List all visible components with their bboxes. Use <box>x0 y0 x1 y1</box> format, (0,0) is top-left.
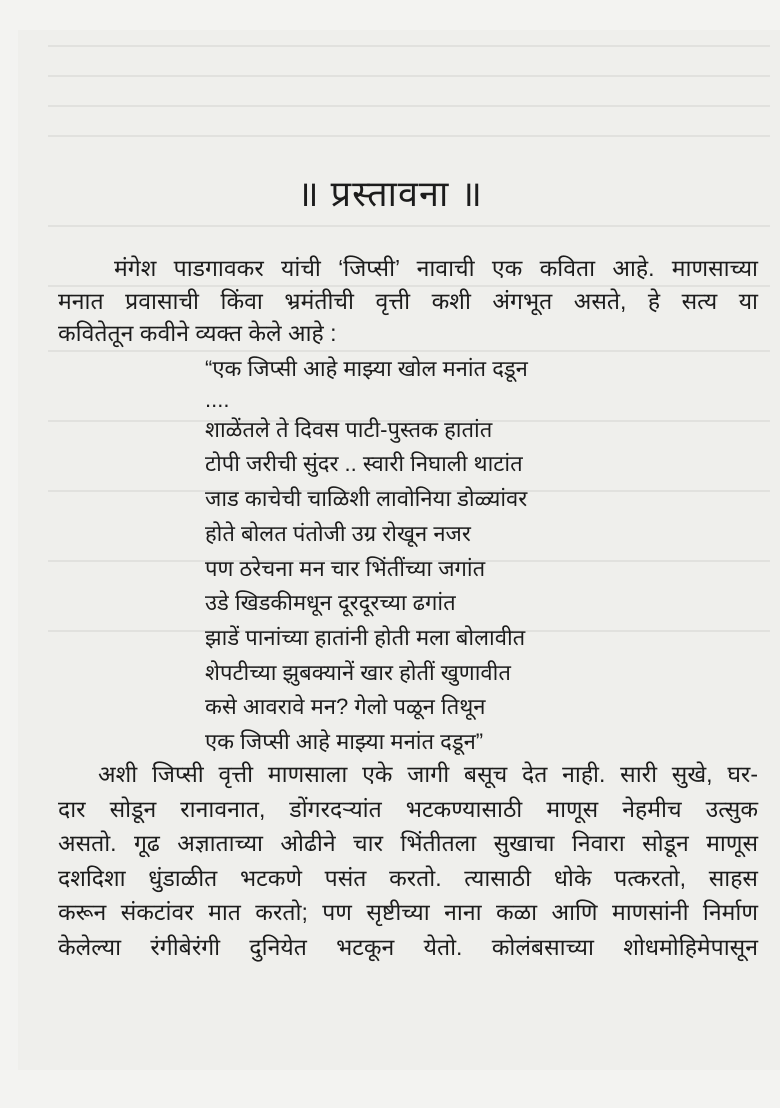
text-line: असतो. गूढ अज्ञाताच्या ओढीने चार भिंतीतला सुखाचा निवारा सोडून माणूस <box>58 830 758 856</box>
bleed-through <box>48 225 770 227</box>
poem-quote <box>205 352 528 760</box>
text-line: दार सोडून रानावनात, डोंगरदऱ्यांत भटकण्यासाठी माणूस नेहमीच उत्सुक <box>58 795 758 822</box>
text-line: कवितेतून कवीने व्यक्त केले आहे : <box>58 320 337 346</box>
poem-line: एक जिप्सी आहे माझ्या मनांत दडून” <box>205 729 484 755</box>
text-line: केलेल्या रंगीबेरंगी दुनियेत भटकून येतो. कोलंबसाच्या शोधमोहिमेपासून <box>58 933 758 960</box>
poem-line: शाळेंतले ते दिवस पाटी-पुस्तक हातांत <box>205 416 493 442</box>
text-line: मनात प्रवासाची किंवा भ्रमंतीची वृत्ती कशी अंगभूत असते, हे सत्य या <box>58 287 758 314</box>
poem-line: “एक जिप्सी आहे माझ्या खोल मनांत दडून <box>205 356 528 381</box>
text-line: मंगेश पाडगावकर यांची ‘जिप्सी’ नावाची एक कविता आहे. माणसाच्या <box>114 255 758 281</box>
intro-paragraph <box>58 252 758 350</box>
body-paragraph <box>58 757 758 964</box>
bleed-through <box>48 135 770 137</box>
poem-line: .... <box>205 386 230 412</box>
bleed-through <box>48 105 770 107</box>
text-line: अशी जिप्सी वृत्ती माणसाला एके जागी बसूच देत नाही. सारी सुखे, घर- <box>98 761 758 787</box>
poem-line: झाडें पानांच्या हातांनी होती मला बोलावीत <box>205 624 526 650</box>
page-title: ॥ प्रस्तावना ॥ <box>297 173 483 214</box>
text-line: दशदिशा धुंडाळीत भटकणे पसंत करतो. त्यासाठी धोके पत्करतो, साहस <box>58 864 758 891</box>
bleed-through <box>48 75 770 77</box>
bleed-through <box>48 45 770 47</box>
poem-line: होते बोलत पंतोजी उग्र रोखून नजर <box>205 520 471 546</box>
poem-line: उडे खिडकीमधून दूरदूरच्या ढगांत <box>205 590 456 616</box>
poem-line: कसे आवरावे मन? गेलो पळून तिथून <box>205 694 486 720</box>
poem-line: पण ठरेचना मन चार भिंतींच्या जगांत <box>205 555 486 581</box>
poem-line: टोपी जरीची सुंदर .. स्वारी निघाली थाटांत <box>205 451 523 477</box>
poem-line: जाड काचेची चाळिशी लावोनिया डोळ्यांवर <box>205 486 528 512</box>
poem-line: शेपटीच्या झुबक्यानें खार होतीं खुणावीत <box>205 659 511 685</box>
text-line: करून संकटांवर मात करतो; पण सृष्टीच्या नाना कळा आणि माणसांनी निर्माण <box>58 899 758 925</box>
